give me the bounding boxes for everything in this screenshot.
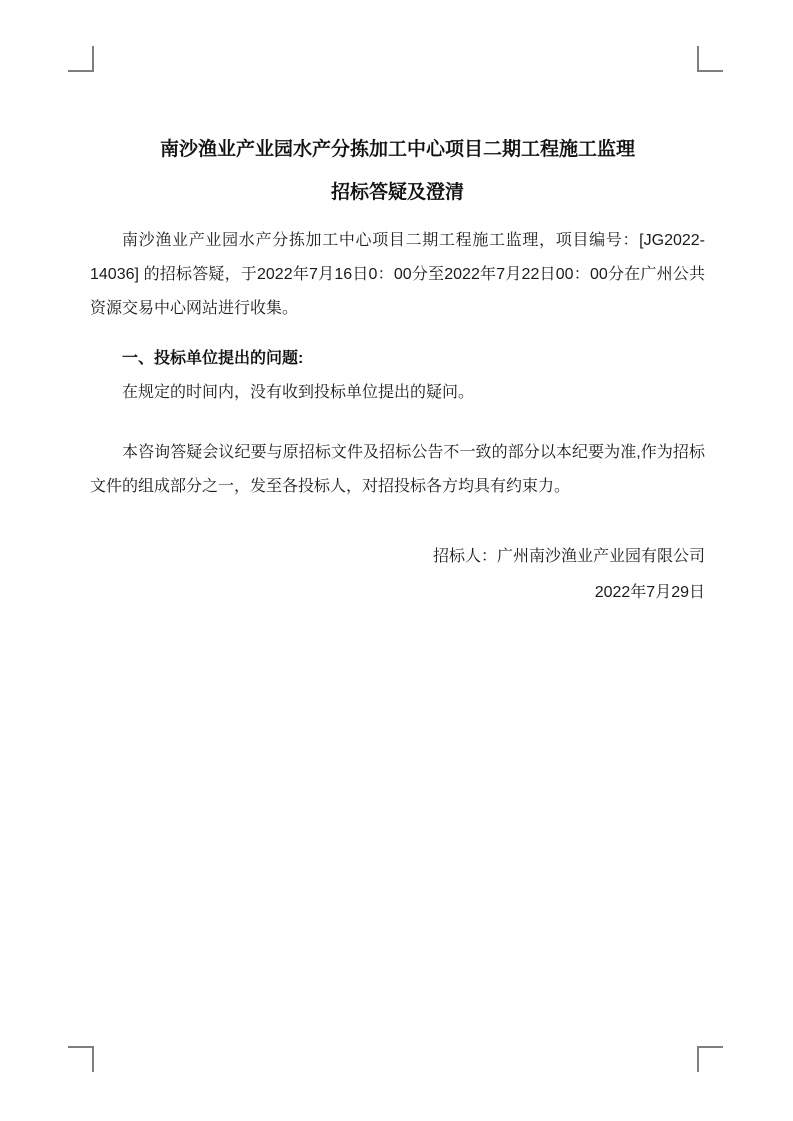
signer-line: 招标人：广州南沙渔业产业园有限公司 bbox=[432, 548, 705, 565]
crop-mark-top-right-icon bbox=[697, 46, 723, 72]
signature-block bbox=[90, 539, 705, 611]
paragraph-binding-statement: 本咨询答疑会议纪要与原招标文件及招标公告不一致的部分以本纪要为准,作为招标文件的组成部分之一，发至各投标人，对招投标各方均具有约束力。 bbox=[90, 444, 705, 495]
crop-mark-top-left-icon bbox=[68, 46, 94, 72]
document-title-line1: 南沙渔业产业园水产分拣加工中心项目二期工程施工监理 bbox=[159, 139, 635, 160]
date-line: 2022年7月29日 bbox=[594, 584, 705, 601]
paragraph-collection-notice: 南沙渔业产业园水产分拣加工中心项目二期工程施工监理，项目编号：[JG2022-14036] 的招标答疑，于2022年7月16日0：00分至2022年7月22日00：00分在广州公共资源交易中心网站进行收集。 bbox=[90, 232, 705, 317]
document-title-line2: 招标答疑及澄清 bbox=[330, 182, 464, 203]
paragraph-no-questions: 在规定的时间内，没有收到投标单位提出的疑问。 bbox=[122, 384, 475, 401]
document-body bbox=[90, 128, 705, 611]
crop-mark-bottom-left-icon bbox=[68, 1046, 94, 1072]
crop-mark-bottom-right-icon bbox=[697, 1046, 723, 1072]
section-heading-bidder-questions: 一、投标单位提出的问题: bbox=[122, 350, 304, 367]
